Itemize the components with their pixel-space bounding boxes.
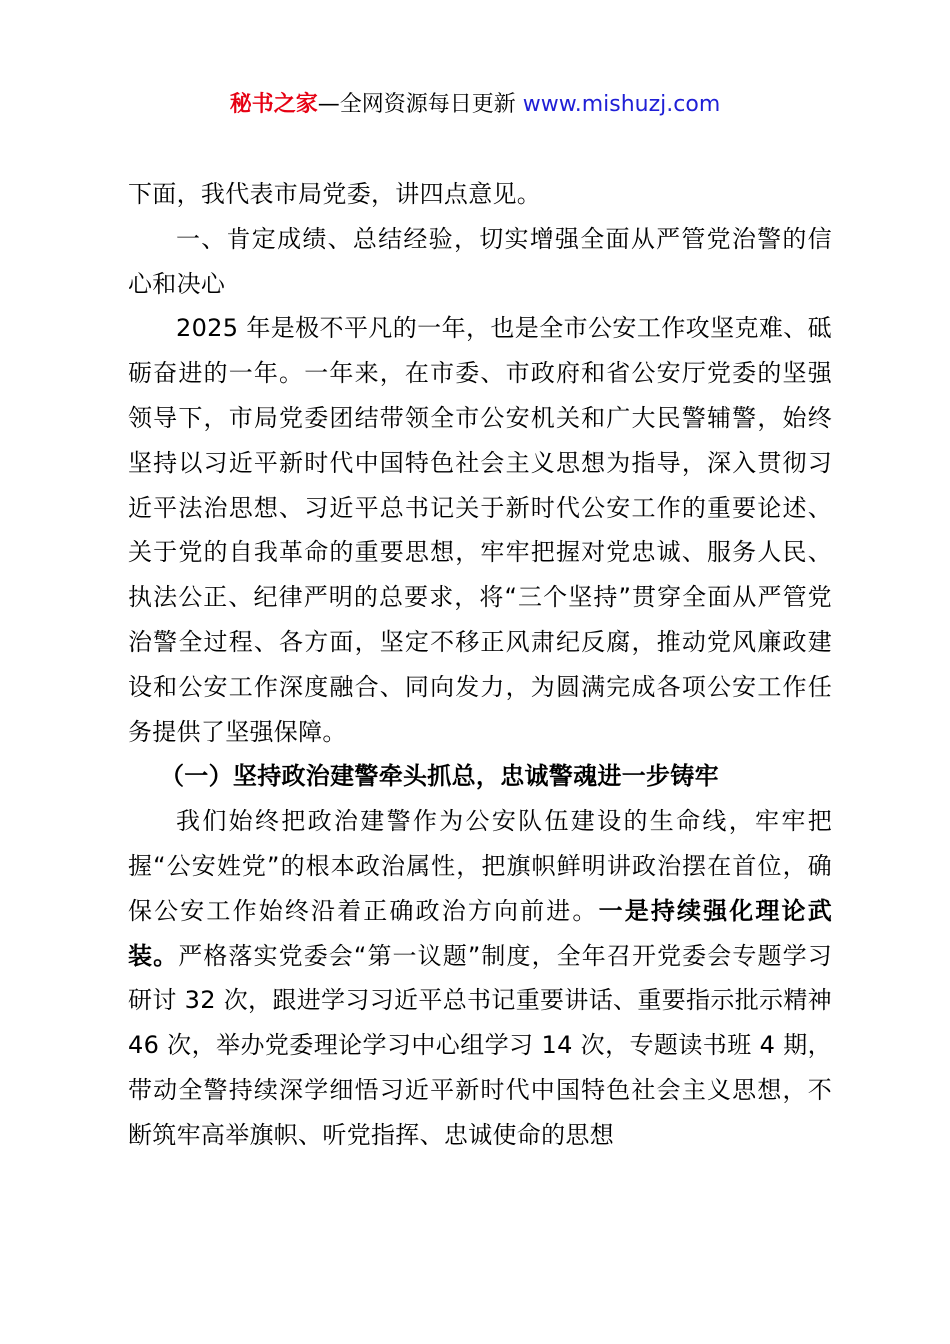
document-body [128, 172, 832, 1158]
paragraph-text: 我们始终把政治建警作为公安队伍建设的生命线，牢牢把握“公安姓党”的根本政治属性，把旗帜鲜明讲政治摆在首位，确保公安工作始终沿着正确政治方向前进。 [128, 807, 832, 925]
bold-point-1: 一是持续强化理论武装。 [128, 896, 832, 970]
site-url-link[interactable]: www.mishuzj.com [522, 92, 721, 117]
brand-name: 秘书之家 [229, 92, 318, 117]
section-heading-1: 一、肯定成绩、总结经验，切实增强全面从严管党治警的信心和决心 [128, 224, 832, 298]
subsection-heading-1: （一）坚持政治建警牵头抓总，忠诚警魂进一步铸牢 [160, 762, 719, 791]
body-paragraph-2 [128, 799, 832, 1157]
opening-paragraph: 下面，我代表市局党委，讲四点意见。 [128, 180, 542, 208]
body-paragraph: 2025 年是极不平凡的一年，也是全市公安工作攻坚克难、砥砺奋进的一年。一年来，在市委、市政府和省公安厅党委的坚强领导下，市局党委团结带领全市公安机关和广大民警辅警，始终坚持以习近平新时代中国特色社会主义思想为指导，深入贯彻习近平法治思想、习近平总书记关于新时代公安工作的重要论述、关于党的自我革命的重要思想，牢牢把握对党忠诚、服务人民、执法公正、纪律严明的总要求，将“三个坚持”贯穿全面从严管党治警全过程、各方面，坚定不移正风肃纪反腐，推动党风廉政建设和公安工作深度融合、同向发力，为圆满完成各项公安工作任务提供了坚强保障。 [128, 314, 832, 746]
site-header [0, 88, 950, 122]
paragraph-text-continued: 严格落实党委会“第一议题”制度，全年召开党委会专题学习研讨 32 次，跟进学习习近平总书记重要讲话、重要指示批示精神 46 次，举办党委理论学习中心组学习 14 次，专题读书班 4 期，带动全警持续深学细悟习近平新时代中国特色社会主义思想，不断筑牢高举旗帜、听党指挥、忠诚使命的思想 [128, 941, 832, 1149]
header-tagline: —全网资源每日更新 [317, 92, 516, 117]
